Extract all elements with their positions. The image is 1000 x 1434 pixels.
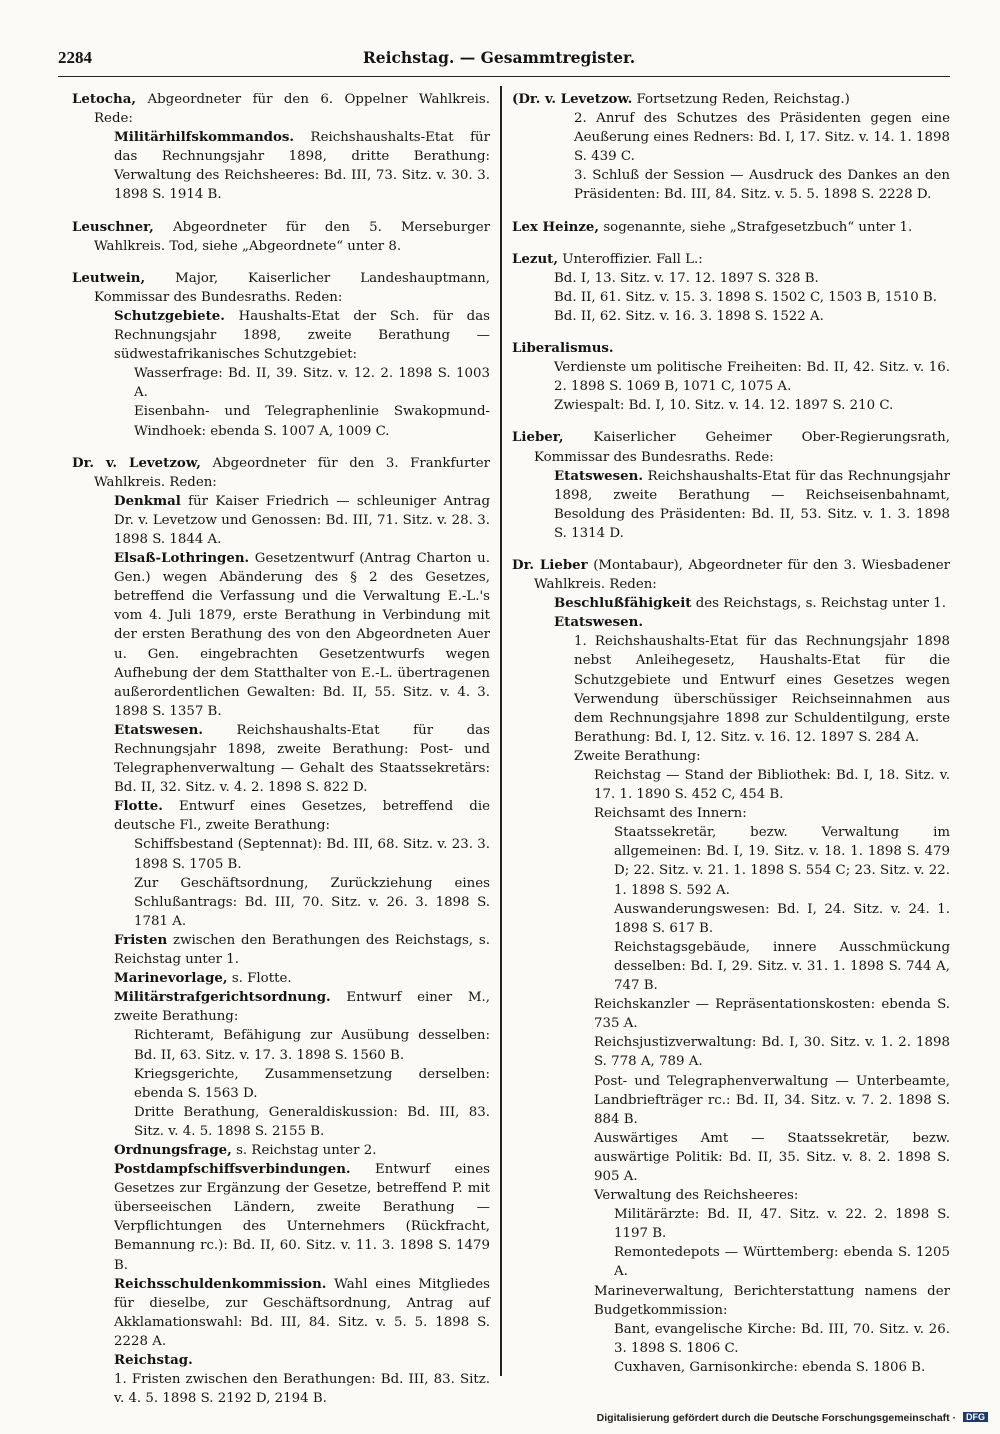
index-heading: Flotte. <box>114 798 163 815</box>
index-text: 1. Fristen zwischen den Berathungen: Bd. III, 83. Sitz. v. 4. 5. 1898 S. 2192 D, 2194 B. <box>114 1372 490 1407</box>
index-heading: Denkmal <box>114 492 181 509</box>
sub-entry <box>534 766 950 804</box>
sub-entry <box>94 1026 490 1064</box>
sub-entry <box>94 931 490 969</box>
index-heading: Etatswesen. <box>554 467 643 484</box>
sub-entry <box>94 721 490 797</box>
index-entry <box>512 90 950 205</box>
index-entry <box>72 269 490 441</box>
index-text: Reichsamt des Innern: <box>594 806 747 822</box>
index-text: Staatssekretär, bezw. Verwaltung im allgemeinen: Bd. I, 19. Sitz. v. 18. 1. 1898 S. 479 D; 22. Sitz. v. 21. 1. 1898 S. 554 C; 23. Sitz. v. 22. 1. 1898 S. 592 A. <box>614 825 950 898</box>
sub-entry <box>94 1141 490 1160</box>
index-heading: Marinevorlage, <box>114 970 228 987</box>
index-text: für Kaiser Friedrich — schleuniger Antrag Dr. v. Levetzow und Genossen: Bd. III, 71. Sitz. v. 28. 3. 1898 S. 1844 A. <box>114 493 491 547</box>
sub-entry <box>534 467 950 543</box>
right-column <box>512 90 950 1390</box>
index-text: Bd. II, 61. Sitz. v. 15. 3. 1898 S. 1502 C, 1503 B, 1510 B. <box>554 289 937 305</box>
index-text: Bd. I, 13. Sitz. v. 17. 12. 1897 S. 328 B. <box>554 270 819 286</box>
index-text: Reichstagsgebäude, innere Ausschmückung desselben: Bd. I, 29. Sitz. v. 31. 1. 1898 S. 744 A, 747 B. <box>614 939 950 994</box>
index-text: Eisenbahn- und Telegraphenlinie Swakopmund-Windhoek: ebenda S. 1007 A, 1009 C. <box>134 404 490 439</box>
sub-entry <box>534 109 950 166</box>
index-heading: Elsaß-Lothringen. <box>114 550 250 567</box>
index-text: Reichshaushalts-Etat für das Rechnungsjahr 1898, zweite Berathung — Reichseisenbahnamt, Besoldung des Präsidenten: Bd. II, 53. Sitz. v. 1. 3. 1898 S. 1314 D. <box>554 468 950 541</box>
index-text: Abgeordneter für den 3. Frankfurter Wahlkreis. Reden: <box>94 455 490 490</box>
index-heading: Fristen <box>114 931 168 948</box>
sub-entry <box>534 804 950 823</box>
index-text: Kaiserlicher Geheimer Ober-Regierungsrath, Kommissar des Bundesraths. Rede: <box>534 430 951 465</box>
sub-entry <box>534 1186 950 1205</box>
index-heading: Lezut, <box>512 250 558 267</box>
index-entry <box>512 556 950 1377</box>
index-entry <box>72 90 490 205</box>
index-text: Bd. II, 62. Sitz. v. 16. 3. 1898 S. 1522 A. <box>554 308 824 324</box>
index-entry <box>512 339 950 415</box>
sub-entry <box>94 1275 490 1351</box>
entry-head <box>72 269 490 307</box>
index-heading: Etatswesen. <box>554 614 643 631</box>
sub-entry <box>534 1320 950 1358</box>
index-text: Wahl eines Mitgliedes für dieselbe, zur Geschäftsordnung, Antrag auf Akklamationswahl: Bd. III, 84. Sitz. v. 5. 5. 1898 S. 2228 A. <box>114 1276 490 1349</box>
sub-entry <box>534 1033 950 1071</box>
sub-entry <box>94 1065 490 1103</box>
sub-entry <box>534 1358 950 1377</box>
sub-entry <box>94 1160 490 1275</box>
index-text: Fortsetzung Reden, Reichstag.) <box>636 92 850 107</box>
index-text: Auswanderungswesen: Bd. I, 24. Sitz. v. 24. 1. 1898 S. 617 B. <box>614 901 950 936</box>
index-text: zwischen den Berathungen des Reichstags, s. Reichstag unter 1. <box>114 932 490 968</box>
index-text: sogenannte, siehe „Strafgesetzbuch“ unter 1. <box>603 219 913 235</box>
index-heading: Leuschner, <box>72 218 154 235</box>
page-number: 2284 <box>58 48 92 67</box>
sub-entry <box>534 632 950 747</box>
entry-head <box>72 218 491 256</box>
index-heading: Lieber, <box>512 429 564 446</box>
index-heading: Leutwein, <box>72 269 146 286</box>
entry-head <box>512 428 951 466</box>
sub-entry <box>94 874 490 931</box>
sub-entry <box>94 835 490 873</box>
index-heading: Postdampfschiffsverbindungen. <box>114 1161 351 1178</box>
sub-entry <box>94 1103 490 1141</box>
index-heading: Reichstag. <box>114 1352 193 1368</box>
left-column <box>72 90 490 1421</box>
index-text: Zweite Berathung: <box>574 748 701 764</box>
sub-entry <box>534 938 950 995</box>
entry-head <box>512 556 950 594</box>
sub-entry <box>534 166 950 204</box>
index-text: des Reichstags, s. Reichstag unter 1. <box>695 596 946 612</box>
entry-head <box>72 90 490 128</box>
entry-head <box>512 250 950 269</box>
index-text: Abgeordneter für den 5. Merseburger Wahlkreis. Tod, siehe „Abgeordnete“ unter 8. <box>94 219 491 254</box>
sub-entry <box>94 364 490 402</box>
index-text: Verwaltung des Reichsheeres: <box>594 1188 799 1204</box>
index-text: Verdienste um politische Freiheiten: Bd. II, 42. Sitz. v. 16. 2. 1898 S. 1069 B, 1071 C, 1075 A. <box>554 360 950 395</box>
sub-entry <box>534 288 950 307</box>
sub-entry <box>534 900 950 938</box>
index-heading: Etatswesen. <box>114 721 203 738</box>
page-header <box>58 48 940 74</box>
index-text: Reichshaushalts-Etat für das Rechnungsjahr 1898, zweite Berathung: Post- und Telegraphenverwaltung — Gehalt des Staatssekretärs: Bd. II, 32. Sitz. v. 4. 2. 1898 S. 822 D. <box>114 722 490 796</box>
index-text: Haushalts-Etat der Sch. für das Rechnungsjahr 1898, zweite Berathung — südwestafrikanisches Schutzgebiet: <box>114 308 490 363</box>
column-divider <box>500 86 502 1376</box>
index-text: Schiffsbestand (Septennat): Bd. III, 68. Sitz. v. 23. 3. 1898 S. 1705 B. <box>134 837 490 872</box>
index-text: 3. Schluß der Session — Ausdruck des Dankes an den Präsidenten: Bd. III, 84. Sitz. v. 5. 5. 1898 S. 2228 D. <box>574 168 950 203</box>
index-text: Reichstag — Stand der Bibliothek: Bd. I, 18. Sitz. v. 17. 1. 1890 S. 452 C, 454 B. <box>594 768 950 803</box>
index-heading: Ordnungsfrage, <box>114 1141 232 1158</box>
footer-credit: Digitalisierung gefördert durch die Deutsche Forschungsgemeinschaft · DFG <box>597 1412 988 1424</box>
index-text: Militärärzte: Bd. II, 47. Sitz. v. 22. 2. 1898 S. 1197 B. <box>614 1207 950 1242</box>
sub-entry <box>94 307 490 364</box>
index-text: Reichsjustizverwaltung: Bd. I, 30. Sitz. v. 1. 2. 1898 S. 778 A, 789 A. <box>594 1035 950 1070</box>
index-heading: Schutzgebiete. <box>114 307 225 324</box>
index-text: Cuxhaven, Garnisonkirche: ebenda S. 1806 B. <box>614 1359 926 1375</box>
index-text: Kriegsgerichte, Zusammensetzung derselben: ebenda S. 1563 D. <box>134 1066 490 1101</box>
index-heading: Dr. v. Levetzow, <box>72 454 201 471</box>
index-entry <box>512 218 950 237</box>
index-text: Major, Kaiserlicher Landeshauptmann, Kommissar des Bundesraths. Reden: <box>94 270 490 305</box>
index-entry <box>72 454 490 1409</box>
index-heading: (Dr. v. Levetzow. <box>512 91 633 107</box>
sub-entry <box>94 549 490 721</box>
sub-entry <box>534 1282 950 1320</box>
index-text: Zur Geschäftsordnung, Zurückziehung eines Schlußantrags: Bd. III, 70. Sitz. v. 26. 3. 1898 S. 1781 A. <box>134 875 490 929</box>
footer-text: Digitalisierung gefördert durch die Deutsche Forschungsgemeinschaft <box>596 1412 950 1424</box>
index-text: 2. Anruf des Schutzes des Präsidenten gegen eine Aeußerung eines Redners: Bd. I, 17. Sitz. v. 14. 1. 1898 S. 439 C. <box>574 111 950 165</box>
running-title: Reichstag. — Gesammtregister. <box>362 48 636 67</box>
sub-entry <box>534 396 950 415</box>
index-entry <box>512 250 950 326</box>
index-text: Dritte Berathung, Generaldiskussion: Bd. III, 83. Sitz. v. 4. 5. 1898 S. 2155 B. <box>134 1104 490 1139</box>
sub-entry <box>534 594 950 613</box>
index-heading: Liberalismus. <box>512 340 614 357</box>
entry-head <box>72 454 490 492</box>
index-text: Wasserfrage: Bd. II, 39. Sitz. v. 12. 2. 1898 S. 1003 A. <box>134 366 490 401</box>
index-text: 1. Reichshaushalts-Etat für das Rechnungsjahr 1898 nebst Anleihegesetz, Haushalts-Etat für die Schutzgebiete und Entwurf eines Gesetzes wegen Verwendung überschüssiger Reichseinnahmen aus dem Rechnungsjahre 1898 zur Schuldentilgung, erste Berathung: Bd. I, 12. Sitz. v. 16. 12. 1897 S. 284 A. <box>574 634 950 745</box>
sub-entry <box>534 1205 950 1243</box>
index-heading: Beschlußfähigkeit <box>554 595 692 612</box>
sub-entry <box>534 1072 950 1129</box>
sub-entry <box>94 988 490 1026</box>
sub-entry <box>534 358 950 396</box>
index-heading: Lex Heinze, <box>512 218 600 235</box>
index-text: Entwurf einer M., zweite Berathung: <box>114 990 490 1025</box>
sub-entry <box>94 797 490 835</box>
index-heading: Reichsschuldenkommission. <box>114 1275 327 1292</box>
index-text: s. Flotte. <box>231 971 292 987</box>
index-text: (Montabaur), Abgeordneter für den 3. Wiesbadener Wahlkreis. Reden: <box>534 557 950 593</box>
index-text: Abgeordneter für den 6. Oppelner Wahlkreis. Rede: <box>94 92 490 127</box>
index-text: Entwurf eines Gesetzes, betreffend die deutsche Fl., zweite Berathung: <box>114 799 490 834</box>
index-text: Entwurf eines Gesetzes zur Ergänzung der Gesetze, betreffend P. mit überseeischen Ländern, zweite Berathung — Verpflichtungen des Unternehmers (Rückfracht, Bemannung rc.): Bd. II, 60. Sitz. v. 11. 3. 1898 S. 1479 B. <box>114 1162 490 1273</box>
sub-entry <box>534 995 950 1033</box>
dfg-logo: DFG <box>963 1412 988 1422</box>
index-text: Marineverwaltung, Berichterstattung namens der Budgetkommission: <box>594 1283 950 1318</box>
entry-head <box>512 90 950 109</box>
index-text: Bant, evangelische Kirche: Bd. III, 70. Sitz. v. 26. 3. 1898 S. 1806 C. <box>614 1321 950 1356</box>
header-rule <box>58 76 950 77</box>
index-text: Reichskanzler — Repräsentationskosten: ebenda S. 735 A. <box>594 997 950 1032</box>
index-text: Gesetzentwurf (Antrag Charton u. Gen.) wegen Abänderung des § 2 des Gesetzes, betreffend die Verfassung und die Verwaltung E.-L.'s vom 4. Juli 1879, erste Berathung in Verbindung mit der ersten Berathung des von den Abgeordneten Auer u. Gen. eingebrachten Gesetzentwurfs wegen Aufhebung der dem Statthalter von E.-L. übertragenen außerordentlichen Gewalten: Bd. II, 55. Sitz. v. 4. 3. 1898 S. 1357 B. <box>114 551 490 719</box>
index-text: Richteramt, Befähigung zur Ausübung desselben: Bd. II, 63. Sitz. v. 17. 3. 1898 S. 1560 B. <box>134 1028 490 1063</box>
sub-entry <box>534 823 950 899</box>
index-text: Remontedepots — Württemberg: ebenda S. 1205 A. <box>614 1245 950 1280</box>
index-text: s. Reichstag unter 2. <box>236 1142 377 1158</box>
index-heading: Militärhilfskommandos. <box>114 129 295 146</box>
index-entry <box>512 428 950 543</box>
sub-entry <box>534 747 950 766</box>
index-text: Zwiespalt: Bd. I, 10. Sitz. v. 14. 12. 1897 S. 210 C. <box>554 398 894 414</box>
index-text: Post- und Telegraphenverwaltung — Unterbeamte, Landbriefträger rc.: Bd. II, 34. Sitz. v. 7. 2. 1898 S. 884 B. <box>594 1073 950 1127</box>
index-text: Auswärtiges Amt — Staatssekretär, bezw. auswärtige Politik: Bd. II, 35. Sitz. v. 8. 2. 1898 S. 905 A. <box>594 1130 950 1184</box>
sub-entry <box>534 613 950 632</box>
index-text: Unteroffizier. Fall L.: <box>562 251 703 267</box>
sub-entry <box>534 1243 950 1281</box>
index-heading: Dr. Lieber <box>512 556 588 573</box>
entry-head <box>512 339 950 358</box>
sub-entry <box>94 969 490 988</box>
sub-entry <box>94 1370 490 1408</box>
sub-entry <box>534 269 950 288</box>
sub-entry <box>94 1351 490 1370</box>
index-entry <box>72 218 490 256</box>
index-heading: Letocha, <box>72 91 137 107</box>
entry-head <box>512 218 950 237</box>
sub-entry <box>94 402 490 440</box>
sub-entry <box>534 1129 950 1186</box>
sub-entry <box>94 128 490 204</box>
index-text: Reichshaushalts-Etat für das Rechnungsjahr 1898, dritte Berathung: Verwaltung des Reichsheeres: Bd. III, 73. Sitz. v. 30. 3. 1898 S. 1914 B. <box>114 130 490 203</box>
index-heading: Militärstrafgerichtsordnung. <box>114 989 331 1006</box>
sub-entry <box>94 492 490 549</box>
sub-entry <box>534 307 950 326</box>
